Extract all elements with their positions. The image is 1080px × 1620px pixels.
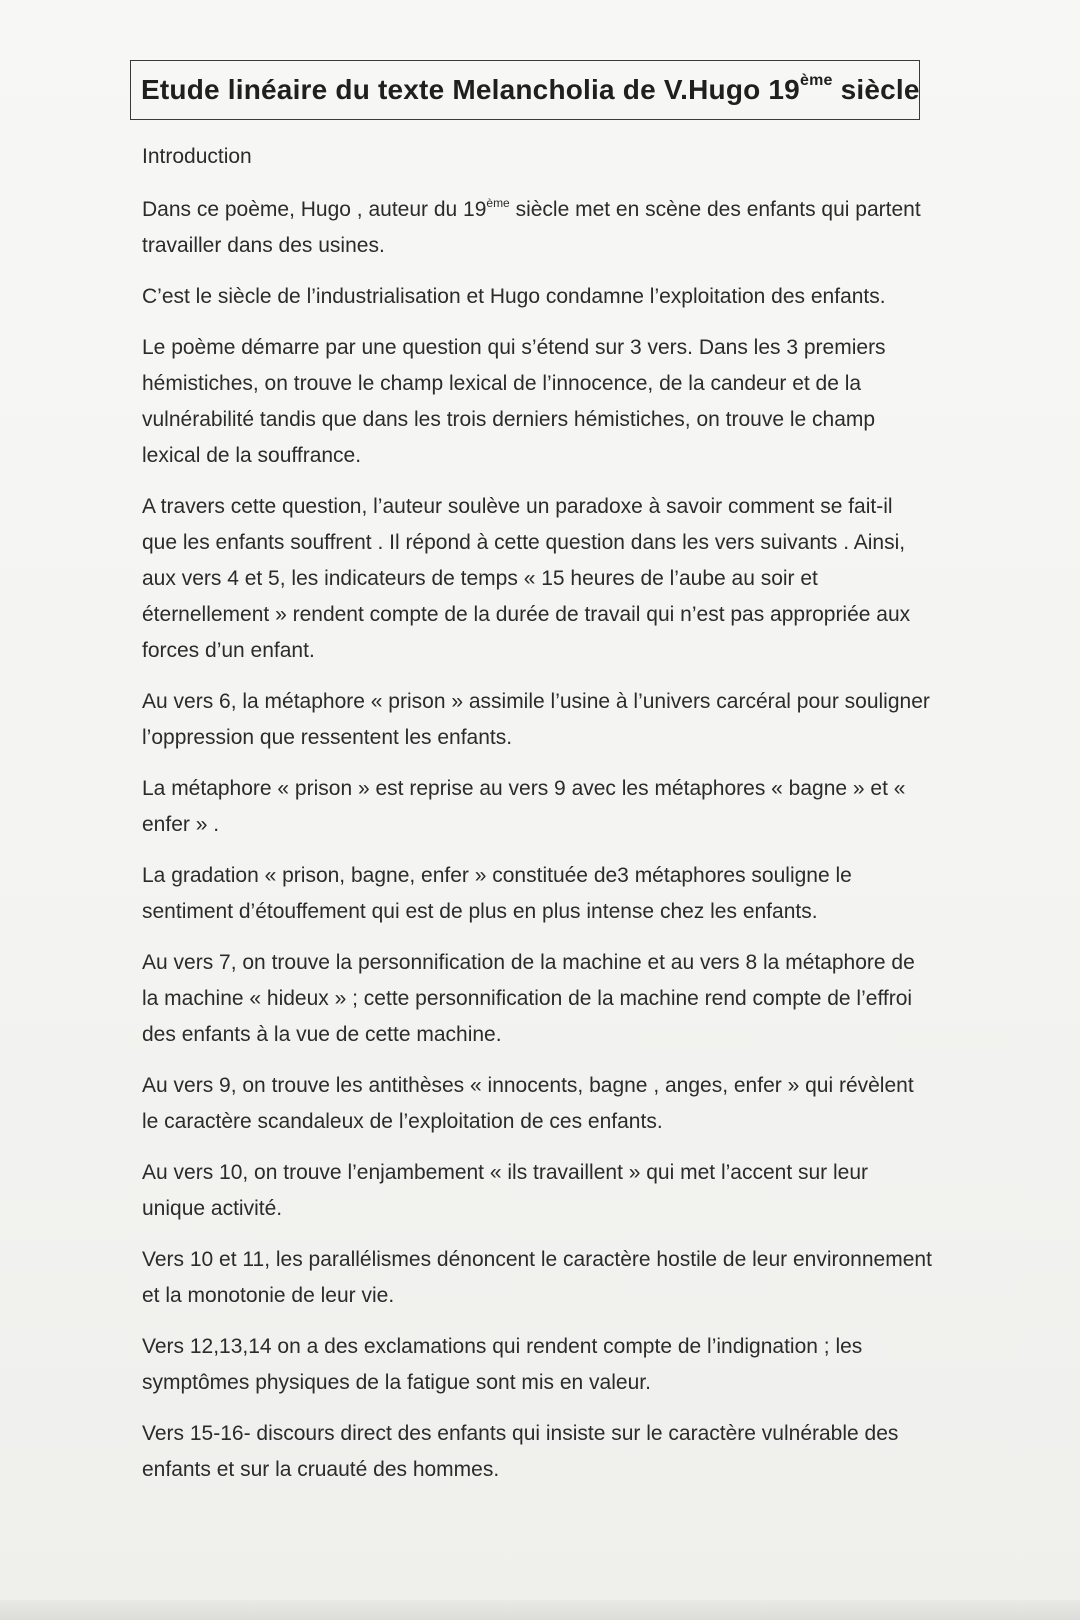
document-title [141, 74, 920, 106]
paragraph-1-superscript: ème [486, 196, 510, 210]
paragraph-12: Vers 12,13,14 on a des exclamations qui rendent compte de l’indignation ; les symptômes physiques de la fatigue sont mis en valeur. [142, 1335, 863, 1394]
paragraph-4: A travers cette question, l’auteur soulève un paradoxe à savoir comment se fait-il que les enfants souffrent . Il répond à cette question dans les vers suivants . Ainsi, aux vers 4 et 5, les indicateurs de temps « 15 heures de l’aube au soir et éternellement » rendent compte de la durée de travail qui n’est pas appropriée aux forces d’un enfant. [142, 495, 911, 662]
paragraph-1-after: siècle met en scène des enfants qui partent travailler dans des usines. [142, 198, 921, 257]
paragraph-13: Vers 15-16- discours direct des enfants qui insiste sur le caractère vulnérable des enfants et sur la cruauté des hommes. [142, 1422, 899, 1481]
title-superscript: ème [799, 72, 833, 89]
page-bottom-edge [0, 1600, 1080, 1620]
paragraph-7: La gradation « prison, bagne, enfer » constituée de3 métaphores souligne le sentiment d’étouffement qui est de plus en plus intense chez les enfants. [142, 864, 852, 923]
introduction-heading: Introduction [142, 145, 252, 168]
title-end: siècle [832, 74, 920, 105]
paragraph-8: Au vers 7, on trouve la personnification de la machine et au vers 8 la métaphore de la machine « hideux » ; cette personnification de la machine rend compte de l’effroi des enfants à la vue de cette machine. [142, 951, 915, 1046]
document-body [142, 142, 932, 1503]
paragraph-3: Le poème démarre par une question qui s’étend sur 3 vers. Dans les 3 premiers hémistiches, on trouve le champ lexical de l’innocence, de la candeur et de la vulnérabilité tandis que dans les trois derniers hémistiches, on trouve le champ lexical de la souffrance. [142, 336, 886, 467]
paragraph-1 [142, 192, 932, 264]
title-box [130, 60, 920, 120]
paragraph-5: Au vers 6, la métaphore « prison » assimile l’usine à l’univers carcéral pour souligner l’oppression que ressentent les enfants. [142, 690, 930, 749]
paragraph-1-before: Dans ce poème, Hugo , auteur du 19 [142, 198, 487, 221]
paragraph-11: Vers 10 et 11, les parallélismes dénoncent le caractère hostile de leur environnement et la monotonie de leur vie. [142, 1248, 932, 1307]
title-main: Etude linéaire du texte Melancholia de V.Hugo 19 [141, 74, 800, 105]
paragraph-10: Au vers 10, on trouve l’enjambement « ils travaillent » qui met l’accent sur leur unique activité. [142, 1161, 869, 1220]
paragraph-2: C’est le siècle de l’industrialisation et Hugo condamne l’exploitation des enfants. [142, 285, 886, 308]
paragraph-6: La métaphore « prison » est reprise au vers 9 avec les métaphores « bagne » et « enfer » . [142, 777, 906, 836]
paragraph-9: Au vers 9, on trouve les antithèses « innocents, bagne , anges, enfer » qui révèlent le caractère scandaleux de l’exploitation de ces enfants. [142, 1074, 914, 1133]
